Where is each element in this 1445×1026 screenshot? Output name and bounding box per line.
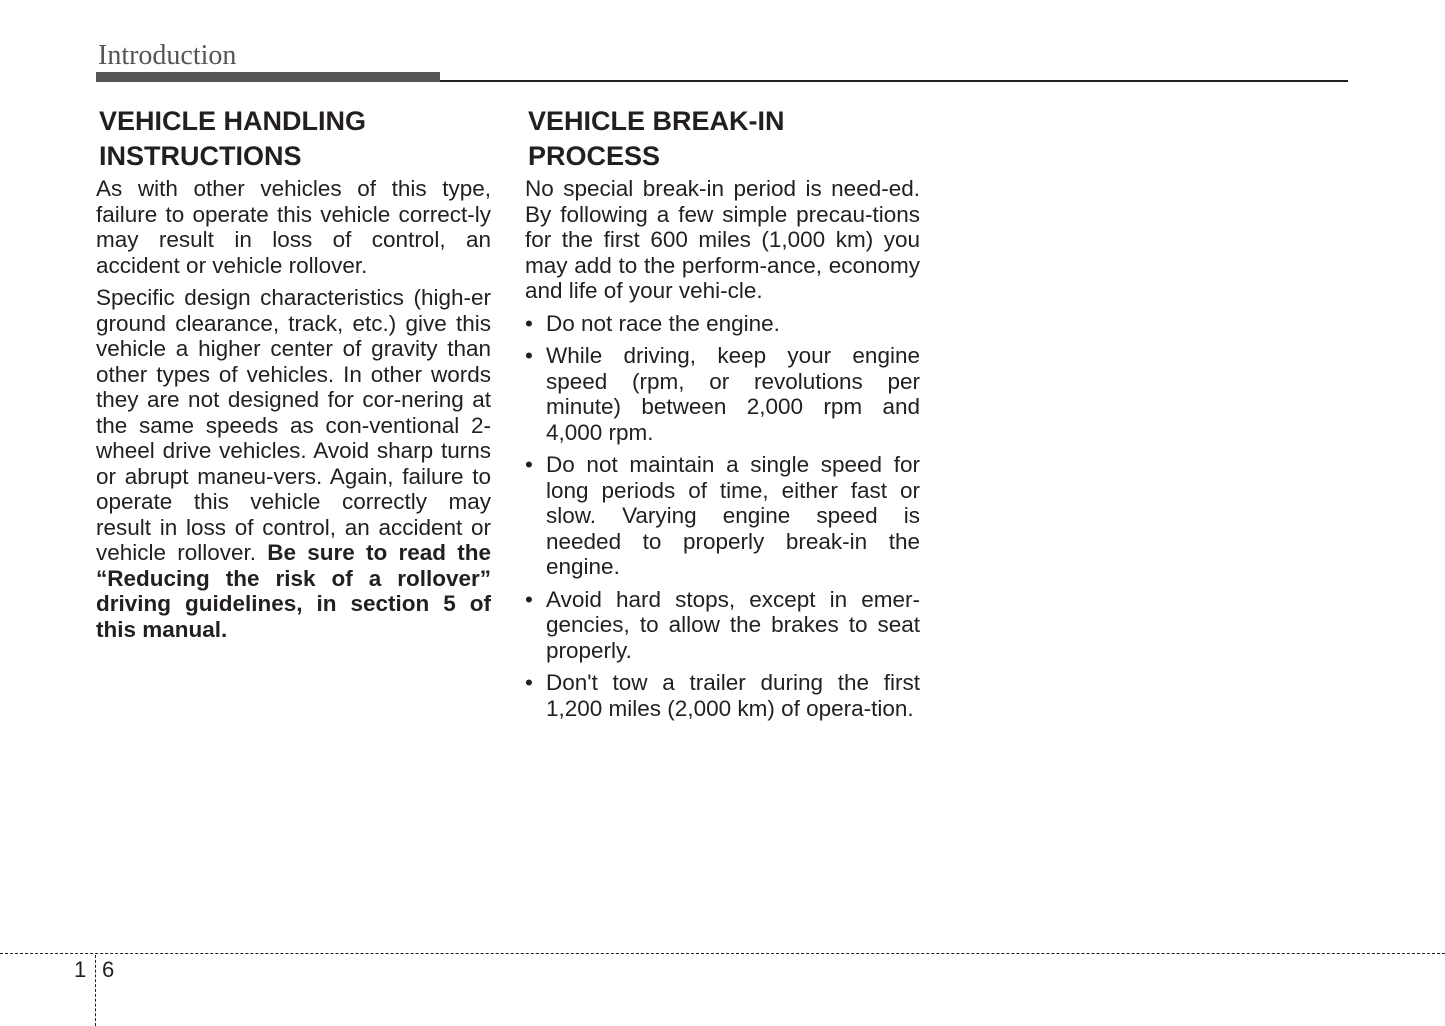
vehicle-handling-heading [96, 104, 491, 174]
break-in-precautions-list [525, 311, 920, 722]
handling-paragraph-1: As with other vehicles of this type, failure to operate this vehicle correct-ly may result in loss of control, an accident or vehicle rollover. [96, 176, 491, 278]
handling-paragraph-2 [96, 285, 491, 642]
list-item-text: Do not race the engine. [546, 310, 780, 336]
bullet-icon: • [525, 670, 533, 695]
heading-line: PROCESS [528, 141, 661, 171]
rollover-warning-text: Be sure to read the “Reducing the risk of a rollover” driving guidelines, in section 5 of this manual. [96, 540, 491, 642]
list-item-text: While driving, keep your engine speed (rpm, or revolutions per minute) between 2,000 rpm and 4,000 rpm. [546, 343, 920, 445]
break-in-intro: No special break-in period is need-ed. By following a few simple precau-tions for the first 600 miles (1,000 km) you may add to the perform-ance, economy and life of your vehi-cle. [525, 176, 920, 303]
heading-line: VEHICLE HANDLING [99, 106, 367, 136]
list-item [525, 670, 920, 721]
header-rule [440, 80, 1348, 82]
break-in-heading [525, 104, 920, 174]
list-item [525, 311, 920, 337]
section-title: Introduction [98, 40, 237, 71]
page-number: 6 [102, 957, 115, 982]
bullet-icon: • [525, 343, 533, 368]
list-item [525, 452, 920, 580]
heading-line: INSTRUCTIONS [99, 141, 302, 171]
list-item-text: Don't tow a trailer during the first 1,200 miles (2,000 km) of opera-tion. [546, 670, 920, 721]
list-item [525, 343, 920, 445]
vehicle-handling-column [96, 104, 491, 649]
break-in-column [525, 104, 920, 728]
header-bar-accent [96, 72, 440, 82]
handling-paragraph-2-text: Specific design characteristics (high-er ground clearance, track, etc.) give this vehicle a higher center of gravity than other types of vehicles. In other words they are not designed for cor-nering at the same speeds as con-ventional 2-wheel drive vehicles. Avoid sharp turns or abrupt maneu-vers. Again, failure to operate this vehicle correctly may result in loss of control, an accident or vehicle rollover. [96, 285, 491, 565]
bullet-icon: • [525, 452, 533, 477]
bullet-icon: • [525, 586, 533, 612]
list-item-text: Do not maintain a single speed for long periods of time, either fast or slow. Varying engine speed is needed to properly break-in the engine. [546, 452, 920, 579]
bullet-icon: • [525, 310, 533, 336]
footer-dashed-divider [95, 955, 96, 1026]
list-item-text: Avoid hard stops, except in emer-gencies, to allow the brakes to seat properly. [546, 586, 920, 663]
footer-dashed-rule [0, 953, 1445, 954]
heading-line: VEHICLE BREAK-IN [528, 106, 785, 136]
list-item [525, 587, 920, 664]
chapter-number: 1 [74, 957, 87, 982]
